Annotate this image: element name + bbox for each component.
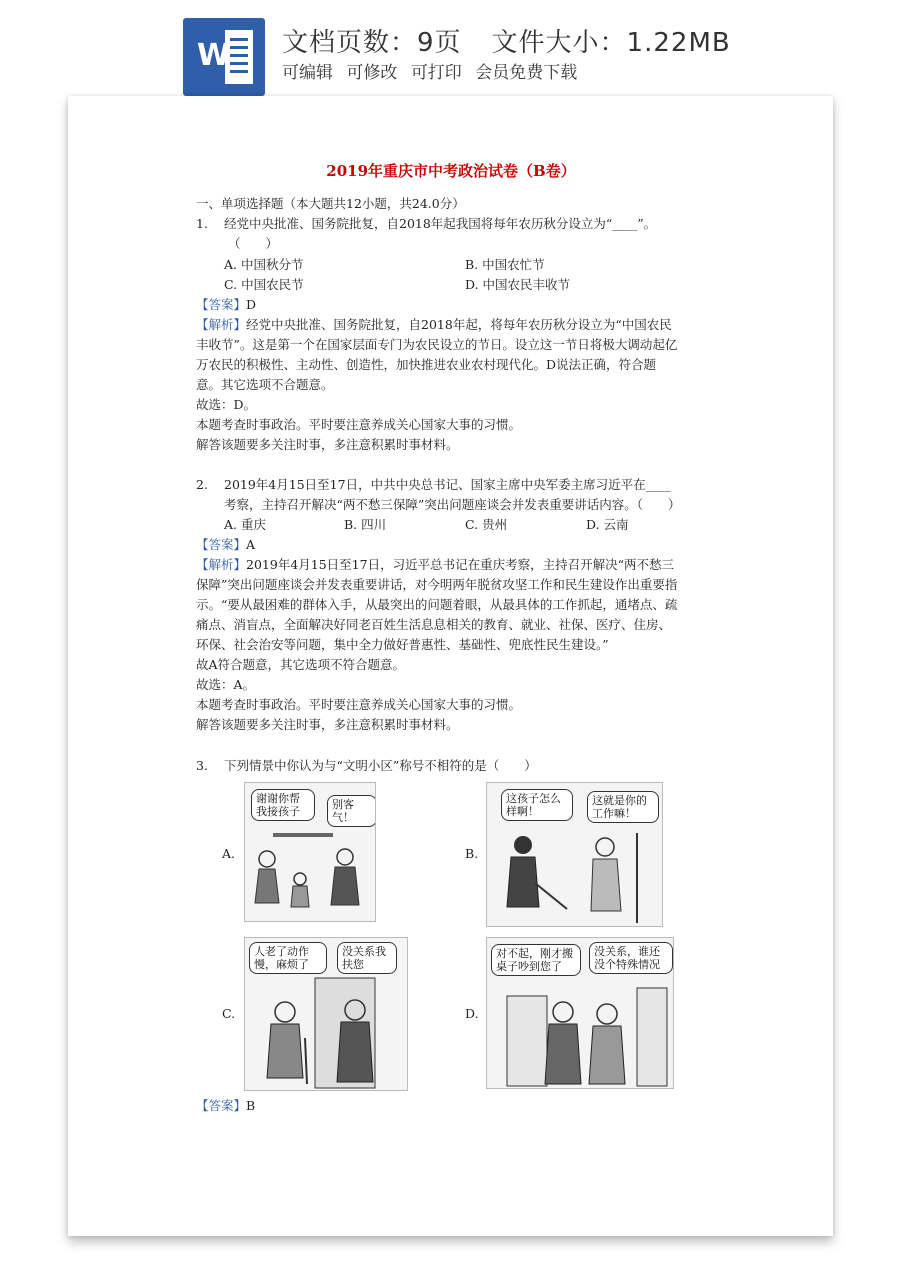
answer-tag: 【答案】: [196, 1098, 247, 1113]
q2-option-b: B. 四川: [344, 517, 387, 532]
speech-bubble: 没关系我扶您: [337, 942, 397, 974]
speech-bubble: 这就是你的工作嘛！: [587, 791, 659, 823]
question-text-1: 2019年4月15日至17日，中共中央总书记、国家主席中央军委主席习近平在____: [224, 477, 671, 492]
q1-option-b: B. 中国农忙节: [465, 257, 545, 272]
q3-option-b-label: B.: [465, 846, 479, 861]
question-text: 经党中央批准、国务院批复，自2018年起我国将每年农历秋分设立为“____”。: [224, 216, 657, 231]
q1-option-d: D. 中国农民丰收节: [465, 277, 571, 292]
question-text-2: 考察，主持召开解决“两不愁三保障”突出问题座谈会并发表重要讲话内容。（ ）: [224, 497, 681, 512]
cartoon-c-image: [244, 937, 408, 1091]
answer-tag: 【答案】: [196, 537, 247, 552]
word-document-icon: W: [183, 18, 265, 96]
cartoon-figures: [245, 938, 407, 1090]
q1-answer: [196, 295, 716, 315]
banner-title: [282, 22, 761, 59]
question-number: 3.: [196, 758, 208, 773]
q3-option-a-label: A.: [222, 846, 236, 861]
q2-answer: [196, 535, 716, 555]
download-banner: [0, 0, 900, 100]
banner-features: [282, 58, 585, 83]
analysis-tag: 【解析】: [196, 317, 247, 332]
q2-option-a: A. 重庆: [224, 517, 266, 532]
question-number: 1.: [196, 216, 208, 231]
speech-bubble: 谢谢你帮我接孩子: [251, 789, 315, 821]
question-3: [196, 756, 716, 776]
q1-note-2: 解答该题要多关注时事，多注意积累时事材料。: [196, 437, 459, 452]
q1-analysis: [196, 315, 680, 395]
analysis-tag: 【解析】: [196, 557, 247, 572]
q3-answer: [196, 1096, 716, 1116]
answer-tag: 【答案】: [196, 297, 247, 312]
feature-printable: 可打印: [410, 63, 462, 83]
speech-bubble: 人老了动作慢，麻烦了: [249, 942, 327, 974]
q2-conclusion: 故A符合题意，其它选项不符合题意。: [196, 657, 406, 672]
feature-editable: 可编辑: [282, 63, 333, 83]
answer-value: D: [246, 297, 257, 312]
feature-modifiable: 可修改: [346, 63, 398, 83]
speech-bubble: 这孩子怎么样啊！: [501, 789, 573, 821]
answer-value: A: [246, 537, 256, 552]
q3-option-d-label: D.: [465, 1006, 479, 1021]
q1-choose: 故选：D。: [196, 397, 257, 412]
question-number: 2.: [196, 477, 208, 492]
q2-option-c: C. 贵州: [465, 517, 508, 532]
file-size: 文件大小：1.22MB: [491, 28, 731, 58]
section-heading: 一、单项选择题（本大题共12小题，共24.0分）: [196, 196, 465, 211]
question-paren: （ ）: [228, 236, 279, 251]
q3-option-c-label: C.: [222, 1006, 236, 1021]
cartoon-d-image: [486, 937, 674, 1089]
q2-note-1: 本题考查时事政治。平时要注意养成关心国家大事的习惯。: [196, 697, 522, 712]
page-count: 文档页数：9页: [282, 28, 462, 58]
cartoon-figures: [487, 938, 673, 1088]
q1-option-a: A. 中国秋分节: [224, 257, 304, 272]
analysis-text: 经党中央批准、国务院批复，自2018年起，将每年农历秋分设立为“中国农民丰收节”。这是第一个在国家层面专门为农民设立的节日。设立这一节日将极大调动起亿万农民的积极性、主动性、创造性，加快推进农业农村现代化。D说法正确，符合题意。其它选项不合题意。: [196, 317, 678, 392]
question-text: 下列情景中你认为与“文明小区”称号不相符的是（ ）: [224, 758, 537, 773]
cartoon-figures: [245, 783, 375, 921]
document-title: 2019年重庆市中考政治试卷（B卷）: [326, 162, 576, 180]
question-2: [196, 475, 716, 495]
speech-bubble: 对不起，刚才搬桌子吵到您了: [491, 944, 581, 976]
q1-option-c: C. 中国农民节: [224, 277, 304, 292]
feature-member-download: 会员免费下载: [475, 63, 578, 83]
q2-choose: 故选：A。: [196, 677, 256, 692]
cartoon-a-image: [244, 782, 376, 922]
q2-note-2: 解答该题要多关注时事，多注意积累时事材料。: [196, 717, 459, 732]
answer-value: B: [246, 1098, 256, 1113]
q2-analysis: [196, 555, 680, 655]
q1-note-1: 本题考查时事政治。平时要注意养成关心国家大事的习惯。: [196, 417, 522, 432]
analysis-text: 2019年4月15日至17日，习近平总书记在重庆考察，主持召开解决“两不愁三保障”突出问题座谈会并发表重要讲话，对今明两年脱贫攻坚工作和民生建设作出重要指示。“要从最困难的群体入手，从最突出的问题着眼，从最具体的工作抓起，通堵点、疏痛点、消盲点，全面解决好同老百姓生活息息相关的教育、就业、社保、医疗、住房、环保、社会治安等问题，集中全力做好普惠性、基础性、兜底性民生建设。”: [196, 557, 678, 652]
question-1: [196, 214, 716, 234]
speech-bubble: 别客气！: [327, 795, 376, 827]
q2-option-d: D. 云南: [586, 517, 629, 532]
speech-bubble: 没关系，谁还没个特殊情况: [589, 942, 673, 974]
cartoon-figures: [487, 783, 662, 926]
cartoon-b-image: [486, 782, 663, 927]
